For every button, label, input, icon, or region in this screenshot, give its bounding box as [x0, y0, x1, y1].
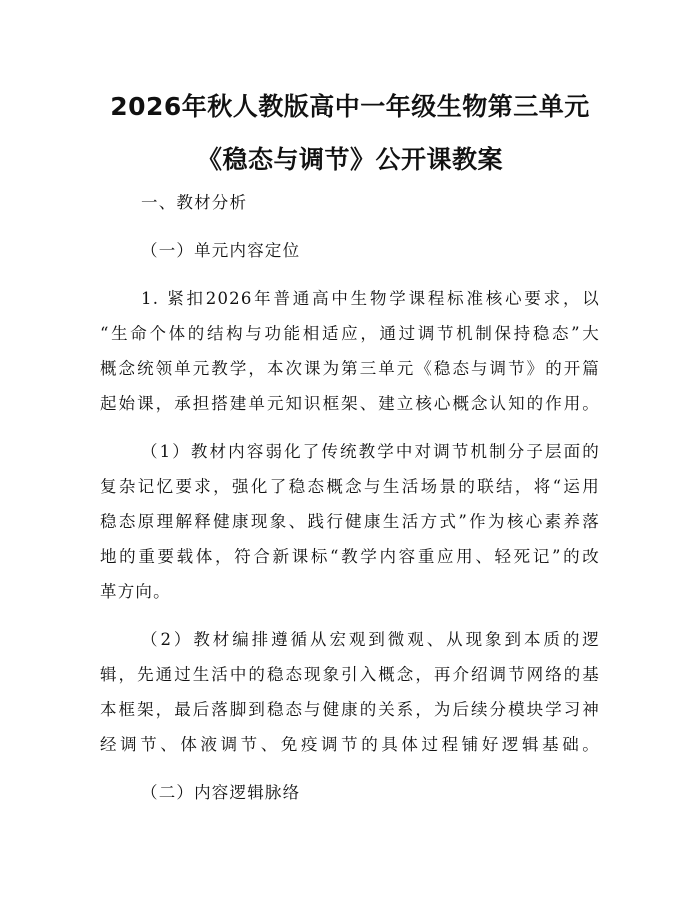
subsection-heading-unit-positioning: （一）单元内容定位: [141, 241, 301, 260]
section-heading-textbook-analysis: 一、教材分析: [141, 193, 248, 212]
paragraph-2-line-2: 复杂记忆要求，强化了稳态概念与生活场景的联结，将“运用: [100, 477, 600, 496]
document-title-line-1: 2026年秋人教版高中一年级生物第三单元: [110, 92, 590, 121]
paragraph-2-line-5: 革方向。: [100, 582, 171, 601]
document-title-line-2: 《稳态与调节》公开课教案: [196, 145, 503, 174]
paragraph-3-line-1: （2）教材编排遵循从宏观到微观、从现象到本质的逻: [141, 630, 600, 649]
paragraph-1-line-1: 1. 紧扣2026年普通高中生物学课程标准核心要求，以: [141, 289, 600, 308]
subsection-heading-content-logic: （二）内容逻辑脉络: [141, 783, 301, 802]
paragraph-2-line-4: 地的重要载体，符合新课标“教学内容重应用、轻死记”的改: [100, 547, 600, 566]
paragraph-3-line-3: 本框架，最后落脚到稳态与健康的关系，为后续分模块学习神: [100, 700, 600, 719]
paragraph-1-line-3: 概念统领单元教学，本次课为第三单元《稳态与调节》的开篇: [100, 359, 600, 378]
paragraph-3-line-4: 经调节、体液调节、免疫调节的具体过程铺好逻辑基础。: [100, 735, 600, 754]
paragraph-1-line-4: 起始课，承担搭建单元知识框架、建立核心概念认知的作用。: [100, 394, 600, 413]
paragraph-1-line-2: “生命个体的结构与功能相适应，通过调节机制保持稳态”大: [100, 324, 600, 343]
paragraph-2-line-3: 稳态原理解释健康现象、践行健康生活方式”作为核心素养落: [100, 512, 600, 531]
paragraph-3-line-2: 辑，先通过生活中的稳态现象引入概念，再介绍调节网络的基: [100, 665, 600, 684]
paragraph-2-line-1: （1）教材内容弱化了传统教学中对调节机制分子层面的: [141, 442, 600, 461]
